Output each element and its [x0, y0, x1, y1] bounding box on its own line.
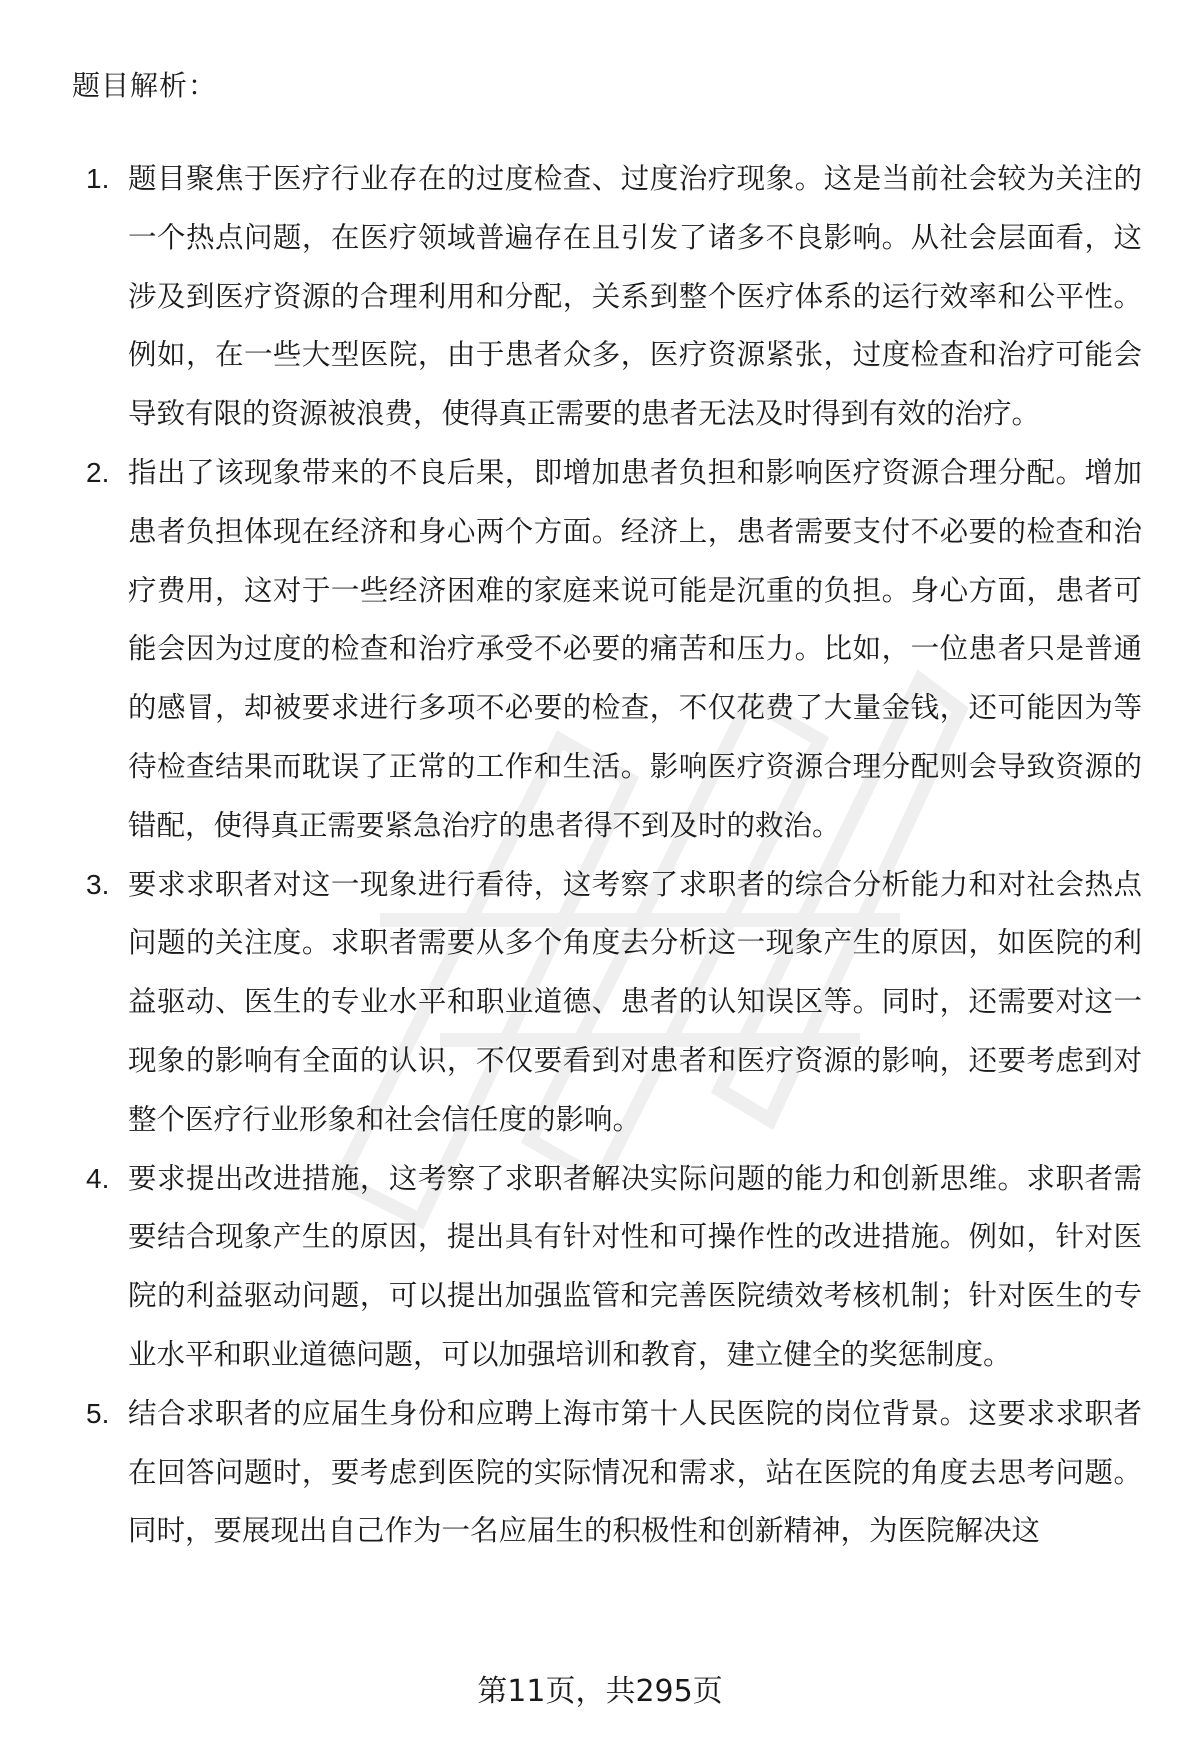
list-item-text: 结合求职者的应届生身份和应聘上海市第十人民医院的岗位背景。这要求求职者在回答问题时，要考虑到医院的实际情况和需求，站在医院的角度去思考问题。同时，要展现出自己作为一名应届生的积极性和创新精神，为医院解决这 [128, 1396, 1142, 1548]
list-item [72, 150, 1142, 444]
list-item-number: 1. [86, 163, 110, 194]
list-item [72, 856, 1142, 1150]
section-heading: 题目解析： [72, 69, 218, 102]
list-item [72, 444, 1142, 856]
list-item-text: 指出了该现象带来的不良后果，即增加患者负担和影响医疗资源合理分配。增加患者负担体现在经济和身心两个方面。经济上，患者需要支付不必要的检查和治疗费用，这对于一些经济困难的家庭来说可能是沉重的负担。身心方面，患者可能会因为过度的检查和治疗承受不必要的痛苦和压力。比如，一位患者只是普通的感冒，却被要求进行多项不必要的检查，不仅花费了大量金钱，还可能因为等待检查结果而耽误了正常的工作和生活。影响医疗资源合理分配则会导致资源的错配，使得真正需要紧急治疗的患者得不到及时的救治。 [128, 455, 1142, 842]
list-item-number: 5. [86, 1397, 110, 1429]
list-item-number: 3. [86, 868, 110, 900]
page-footer: 第11页，共295页 [477, 1674, 723, 1709]
list-item-text: 要求求职者对这一现象进行看待，这考察了求职者的综合分析能力和对社会热点问题的关注度。求职者需要从多个角度去分析这一现象产生的原因，如医院的利益驱动、医生的专业水平和职业道德、患者的认知误区等。同时，还需要对这一现象的影响有全面的认识，不仅要看到对患者和医疗资源的影响，还要考虑到对整个医疗行业形象和社会信任度的影响。 [128, 867, 1142, 1136]
list-item [72, 1150, 1142, 1385]
list-item-text: 题目聚焦于医疗行业存在的过度检查、过度治疗现象。这是当前社会较为关注的一个热点问题，在医疗领域普遍存在且引发了诸多不良影响。从社会层面看，这涉及到医疗资源的合理利用和分配，关系到整个医疗体系的运行效率和公平性。例如，在一些大型医院，由于患者众多，医疗资源紧张，过度检查和治疗可能会导致有限的资源被浪费，使得真正需要的患者无法及时得到有效的治疗。 [128, 162, 1142, 431]
list-item-number: 4. [86, 1162, 110, 1194]
list-item [72, 1385, 1142, 1561]
list-item-text: 要求提出改进措施，这考察了求职者解决实际问题的能力和创新思维。求职者需要结合现象产生的原因，提出具有针对性和可操作性的改进措施。例如，针对医院的利益驱动问题，可以提出加强监管和完善医院绩效考核机制；针对医生的专业水平和职业道德问题，可以加强培训和教育，建立健全的奖惩制度。 [128, 1161, 1142, 1371]
analysis-list [72, 150, 1142, 1561]
list-item-number: 2. [86, 456, 110, 488]
